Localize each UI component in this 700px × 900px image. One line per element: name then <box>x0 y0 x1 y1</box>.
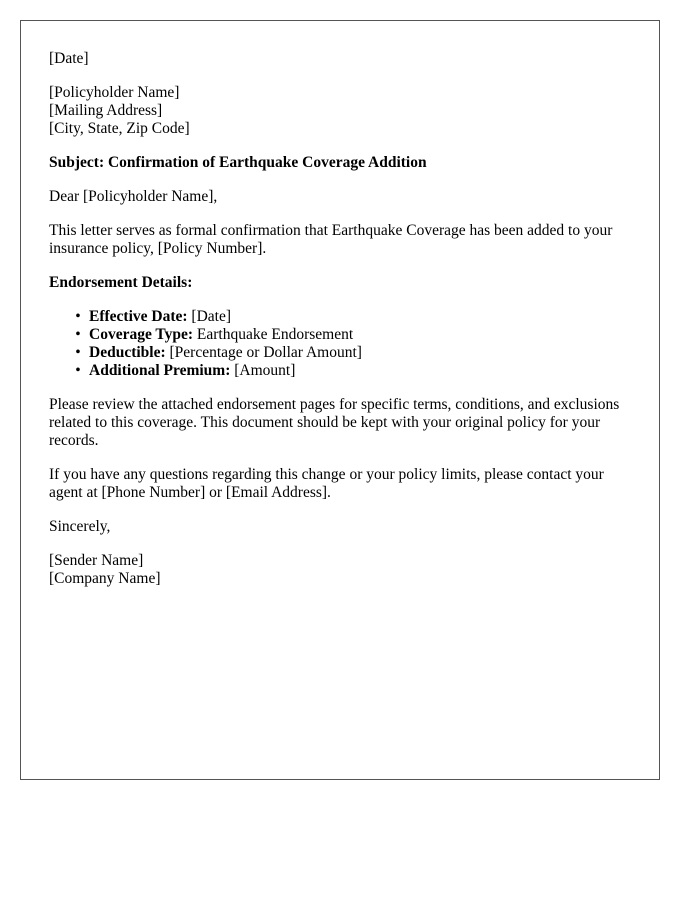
bullet-icon: • <box>75 308 81 325</box>
detail-value: [Percentage or Dollar Amount] <box>165 344 362 361</box>
letter-page <box>20 20 660 780</box>
sender-name: [Sender Name] <box>49 552 144 569</box>
detail-effective-date <box>75 308 631 326</box>
bullet-icon: • <box>75 344 81 361</box>
letter-date <box>49 50 631 68</box>
detail-label: Deductible: <box>89 344 166 361</box>
detail-label: Effective Date: <box>89 308 188 325</box>
recipient-name: [Policyholder Name] <box>49 84 180 101</box>
recipient-address-block <box>49 84 631 138</box>
detail-value: [Amount] <box>230 362 296 379</box>
signature-block <box>49 552 631 588</box>
bullet-icon: • <box>75 362 81 379</box>
detail-value: Earthquake Endorsement <box>193 326 354 343</box>
intro-paragraph: This letter serves as formal confirmation that Earthquake Coverage has been added to your insurance policy, [Policy Number]. <box>49 222 613 257</box>
detail-label: Coverage Type: <box>89 326 194 343</box>
recipient-city-state-zip: [City, State, Zip Code] <box>49 120 190 137</box>
letter-subject: Subject: Confirmation of Earthquake Coverage Addition <box>49 154 427 171</box>
company-name: [Company Name] <box>49 570 161 587</box>
detail-value: [Date] <box>187 308 232 325</box>
detail-coverage-type <box>75 326 631 344</box>
detail-label: Additional Premium: <box>89 362 231 379</box>
letter-closing: Sincerely, <box>49 518 111 535</box>
endorsement-details-heading: Endorsement Details: <box>49 274 193 291</box>
contact-paragraph: If you have any questions regarding this change or your policy limits, please contact your agent at [Phone Number] or [Email Address]. <box>49 466 604 501</box>
detail-additional-premium <box>75 362 631 380</box>
detail-deductible <box>75 344 631 362</box>
review-paragraph: Please review the attached endorsement pages for specific terms, conditions, and exclusions related to this coverage. This document should be kept with your original policy for your records. <box>49 396 620 449</box>
letter-salutation: Dear [Policyholder Name], <box>49 188 218 205</box>
date-text: [Date] <box>49 50 89 67</box>
endorsement-details-list <box>49 308 631 380</box>
recipient-mailing-address: [Mailing Address] <box>49 102 163 119</box>
bullet-icon: • <box>75 326 81 343</box>
